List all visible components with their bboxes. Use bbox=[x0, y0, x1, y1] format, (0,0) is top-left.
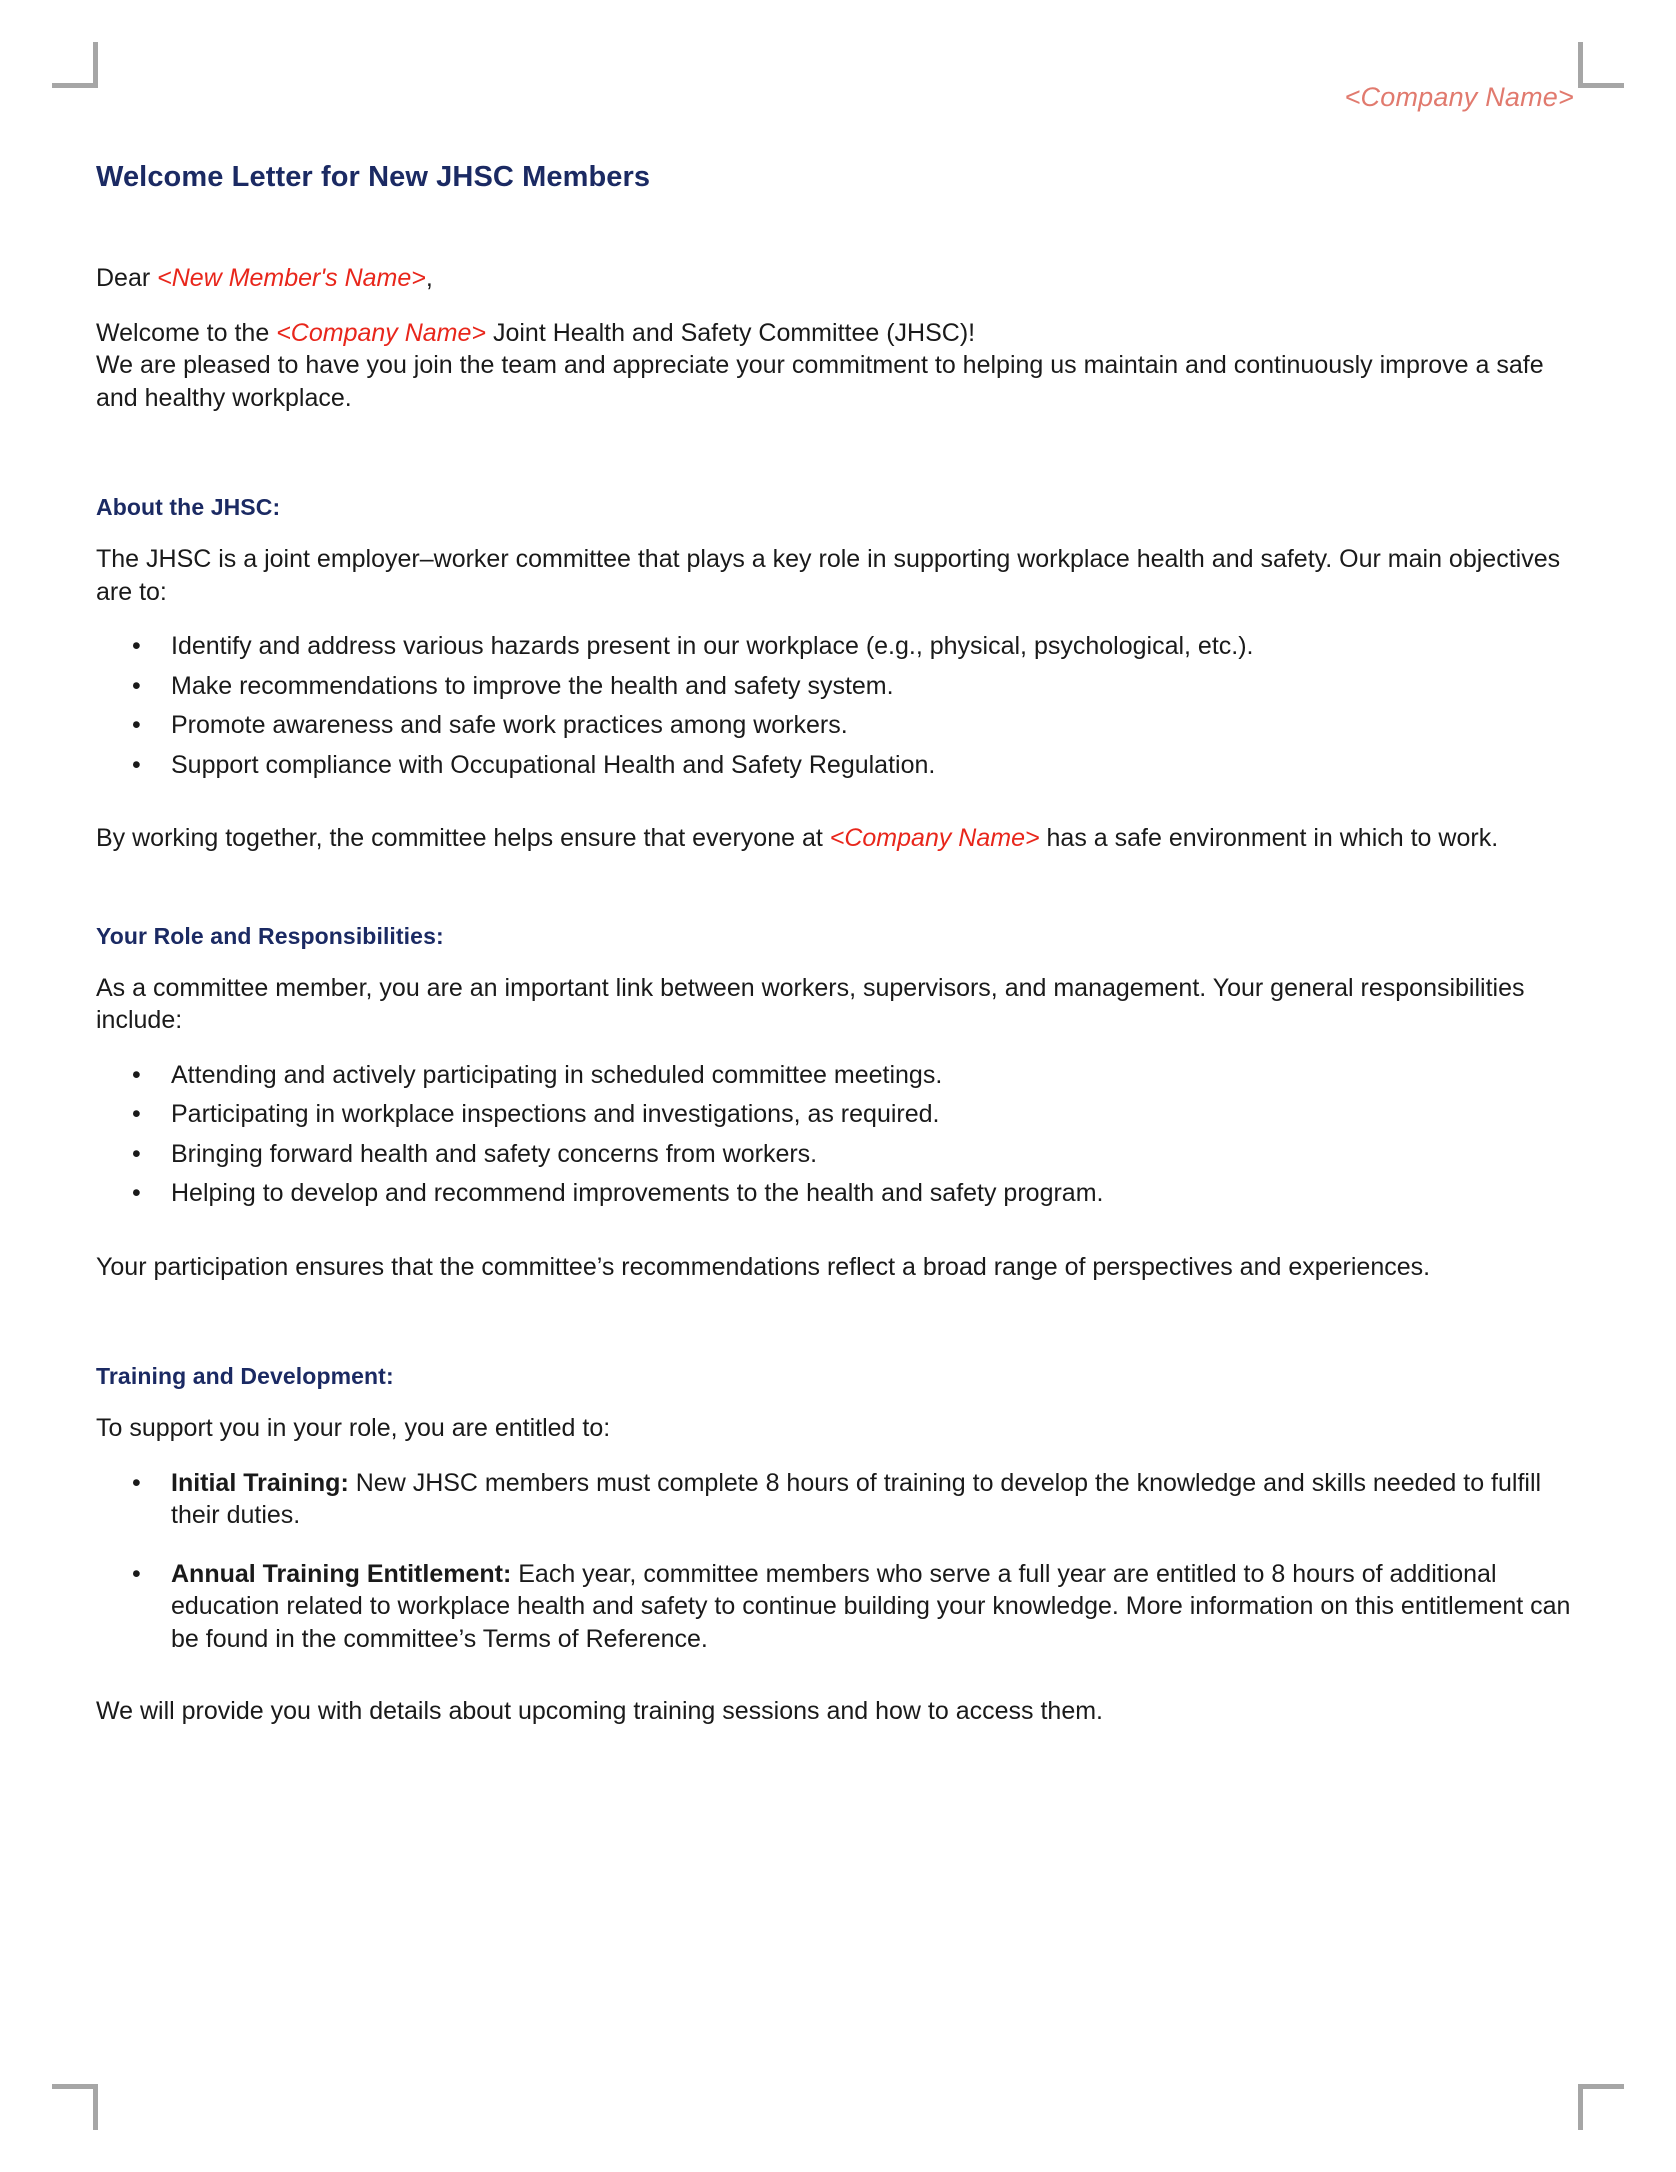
list-item-text: Promote awareness and safe work practices among workers. bbox=[171, 711, 848, 739]
list-item bbox=[96, 1558, 1580, 1656]
crop-mark-bottom-right bbox=[1578, 2084, 1624, 2130]
training-development-intro: To support you in your role, you are entitled to: bbox=[96, 1414, 611, 1442]
about-jhsc-bullet-list bbox=[96, 630, 1580, 781]
intro-company-placeholder: <Company Name> bbox=[276, 318, 487, 347]
salutation bbox=[96, 262, 1580, 295]
crop-mark-top-left bbox=[52, 42, 98, 88]
list-item-text: Bringing forward health and safety concerns from workers. bbox=[171, 1139, 818, 1168]
list-item bbox=[96, 1098, 1580, 1131]
list-item-text: Participating in workplace inspections and investigations, as required. bbox=[171, 1100, 940, 1128]
section-heading-about-jhsc: About the JHSC: bbox=[96, 494, 281, 520]
list-item-text: Helping to develop and recommend improvements to the health and safety program. bbox=[171, 1179, 1104, 1207]
list-item-text: Identify and address various hazards present in our workplace (e.g., physical, psychological, etc.). bbox=[171, 632, 1254, 660]
salutation-prefix: Dear bbox=[96, 264, 158, 292]
section-heading-role-responsibilities: Your Role and Responsibilities: bbox=[96, 922, 444, 949]
list-item-text: New JHSC members must complete 8 hours of training to develop the knowledge and skills needed to fulfill their duties. bbox=[171, 1468, 1542, 1529]
list-item bbox=[96, 1138, 1580, 1171]
list-item-lead: Annual Training Entitlement: bbox=[171, 1559, 512, 1588]
list-item-text: Attending and actively participating in scheduled committee meetings. bbox=[171, 1060, 943, 1089]
crop-mark-top-right bbox=[1578, 42, 1624, 88]
intro-line-1-prefix: Welcome to the bbox=[96, 318, 277, 347]
list-item bbox=[96, 670, 1580, 703]
about-jhsc-closing bbox=[96, 822, 1580, 855]
role-responsibilities-closing: Your participation ensures that the committee’s recommendations reflect a broad range of perspectives and experiences. bbox=[96, 1252, 1431, 1281]
about-closing-prefix: By working together, the committee helps ensure that everyone at bbox=[96, 824, 830, 852]
list-item-text: Make recommendations to improve the health and safety system. bbox=[171, 671, 894, 700]
crop-mark-bottom-left bbox=[52, 2084, 98, 2130]
about-closing-company-placeholder: <Company Name> bbox=[829, 824, 1040, 852]
list-item bbox=[96, 630, 1580, 663]
section-heading-training-development: Training and Development: bbox=[96, 1363, 394, 1389]
bullet-icon: • bbox=[132, 632, 141, 660]
role-responsibilities-intro: As a committee member, you are an important link between workers, supervisors, and management. Your general responsibilities include: bbox=[96, 973, 1525, 1034]
bullet-icon: • bbox=[132, 671, 141, 700]
list-item-text: Support compliance with Occupational Health and Safety Regulation. bbox=[171, 750, 936, 779]
bullet-icon: • bbox=[132, 1100, 141, 1128]
salutation-placeholder: <New Member's Name> bbox=[157, 264, 426, 292]
bullet-icon: • bbox=[132, 1468, 141, 1497]
bullet-icon: • bbox=[132, 1139, 141, 1168]
salutation-suffix: , bbox=[425, 264, 433, 292]
intro-line-1-suffix: Joint Health and Safety Committee (JHSC)! bbox=[486, 318, 976, 347]
bullet-icon: • bbox=[132, 750, 141, 779]
intro-line-2: We are pleased to have you join the team and appreciate your commitment to helping us maintain and continuously improve a safe and healthy workplace. bbox=[96, 351, 1544, 412]
list-item-lead: Initial Training: bbox=[171, 1468, 349, 1497]
role-responsibilities-bullet-list bbox=[96, 1059, 1580, 1210]
bullet-icon: • bbox=[132, 711, 141, 739]
document-header-company-name: <Company Name> bbox=[1344, 82, 1574, 112]
list-item bbox=[96, 1177, 1580, 1210]
list-item bbox=[96, 1467, 1580, 1532]
list-item bbox=[96, 1059, 1580, 1092]
bullet-icon: • bbox=[132, 1179, 141, 1207]
intro-line-1 bbox=[96, 317, 1580, 350]
page-title: Welcome Letter for New JHSC Members bbox=[96, 161, 651, 193]
about-closing-suffix: has a safe environment in which to work. bbox=[1039, 824, 1499, 852]
document-content bbox=[96, 82, 1580, 1728]
list-item bbox=[96, 749, 1580, 782]
list-item bbox=[96, 709, 1580, 742]
bullet-icon: • bbox=[132, 1559, 141, 1588]
training-development-bullet-list bbox=[96, 1467, 1580, 1656]
about-jhsc-intro: The JHSC is a joint employer–worker committee that plays a key role in supporting workplace health and safety. Our main objectives are to: bbox=[96, 545, 1561, 606]
training-development-closing: We will provide you with details about upcoming training sessions and how to access them. bbox=[96, 1697, 1104, 1725]
bullet-icon: • bbox=[132, 1060, 141, 1089]
list-item-text: Each year, committee members who serve a full year are entitled to 8 hours of additional education related to workplace health and safety to continue building your knowledge. More information on this entitlement can be found in the committee’s Terms of Reference. bbox=[171, 1559, 1571, 1653]
